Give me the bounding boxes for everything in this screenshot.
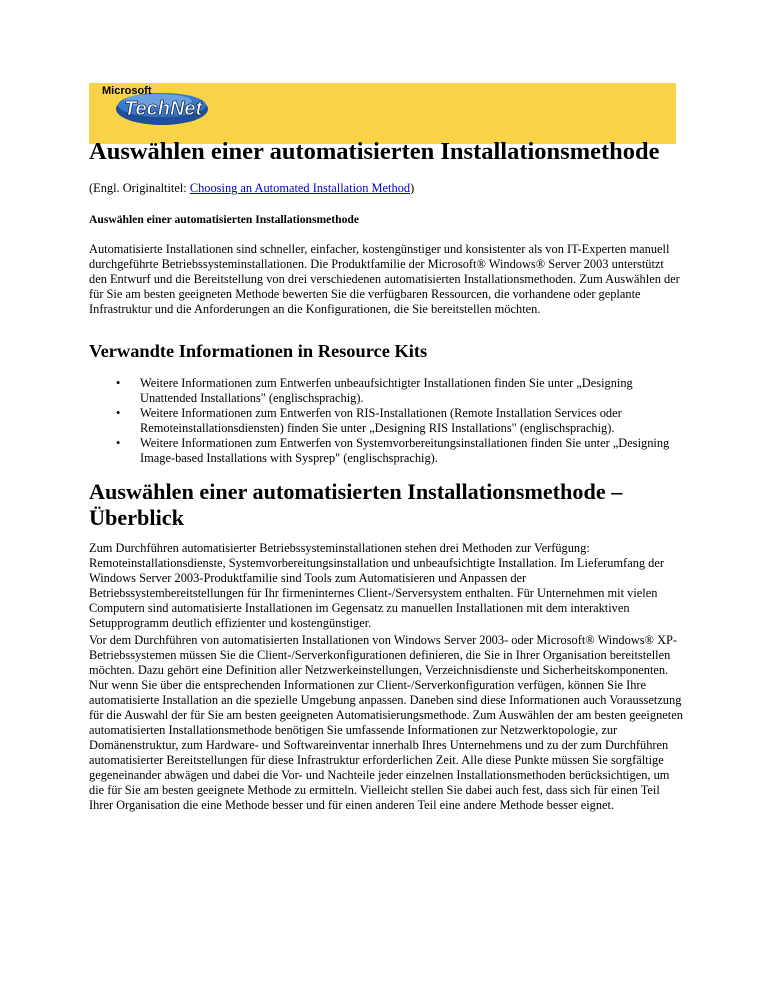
- overview-paragraph-2: Vor dem Durchführen von automatisierten Installationen von Windows Server 2003- oder Microsoft® Windows® XP-Betriebssystemen müssen Sie die Client-/Serverkonfigurationen definieren, die Sie in Ihrer Organisation bereitstellen möchten. Dazu gehört eine Definition aller Netzwerkeinstellungen, Verzeichnisdienste und Sicherheitskomponenten. Nur wenn Sie über die entsprechenden Informationen zur Client-/Serverkonfiguration verfügen, können Sie Ihre automatisierte Installation an die spezielle Umgebung anpassen. Daneben sind diese Informationen auch Voraussetzung für die Auswahl der für Sie am besten geeigneten Automatisierungsmethode. Zum Auswählen der am besten geeigneten automatisierten Installationsmethode benötigen Sie umfassende Informationen zur Netzwerktopologie, zur Domänenstruktur, zum Hardware- und Softwareinventar innerhalb Ihres Unternehmens und zu der zum Durchführen automatisierter Bereitstellungen für diese Infrastruktur erforderlichen Zeit. Alle diese Punkte müssen Sie sorgfältige gegeneinander abwägen und dabei die Vor- und Nachteile jeder einzelnen Installationsmethoden berücksichtigen, um die für Sie am besten geeignete Methode zu ermitteln. Vielleicht stellen Sie dabei auch fest, dass sich für einen Teil Ihrer Organisation die eine Methode besser und für einen anderen Teil eine andere Methode besser eignet.: [89, 633, 683, 812]
- original-title-line: [89, 181, 684, 196]
- related-list: [89, 376, 684, 466]
- logo-microsoft-text: Microsoft: [102, 85, 152, 97]
- list-item: [89, 376, 684, 406]
- overview-paragraph-1: Zum Durchführen automatisierter Betriebssysteminstallationen stehen drei Methoden zur Verfügung: Remoteinstallationsdienste, Systemvorbereitungsinstallation und unbeaufsichtigte Installation. Im Lieferumfang der Windows Server 2003-Produktfamilie sind Tools zum Automatisieren und Anpassen der Betriebssystembereitstellungen für Ihr firmeninternes Client-/Serversystem enthalten. Für Unternehmen mit vielen Computern sind automatisierte Installationen im Gegensatz zu manuellen Installationen mit dem interaktiven Setupprogramm deutlich effizienter und kostengünstiger.: [89, 541, 664, 630]
- related-item-text: Weitere Informationen zum Entwerfen von Systemvorbereitungsinstallationen finden Sie unter „Designing Image-based Installations with Sysprep" (englischsprachig).: [140, 436, 670, 465]
- related-heading: Verwandte Informationen in Resource Kits: [89, 341, 428, 361]
- original-title-prefix: (Engl. Originaltitel:: [89, 181, 190, 195]
- overview-heading: Auswählen einer automatisierten Installationsmethode – Überblick: [89, 479, 623, 530]
- technet-logo: [100, 79, 215, 131]
- intro-paragraph: Automatisierte Installationen sind schneller, einfacher, kostengünstiger und konsistenter als von IT-Experten manuell durchgeführte Betriebssysteminstallationen. Die Produktfamilie der Microsoft® Windows® Server 2003 unterstützt den Entwurf und die Bereitstellung von drei verschiedenen automatisierten Installationsmethoden. Zum Auswählen der für Sie am besten geeigneten Methode bewerten Sie die verfügbaren Ressourcen, die vorhandene oder geplante Infrastruktur und die Anforderungen an die Konfigurationen, die Sie bereitstellen möchten.: [89, 242, 680, 316]
- related-item-text: Weitere Informationen zum Entwerfen von RIS-Installationen (Remote Installation Services oder Remoteinstallationsdiensten) finden Sie unter „Designing RIS Installations" (englischsprachig).: [140, 406, 622, 435]
- bullet-icon: •: [116, 406, 121, 420]
- list-item: [89, 436, 684, 466]
- original-title-link[interactable]: Choosing an Automated Installation Method: [189, 181, 411, 195]
- page-title: Auswählen einer automatisierten Installationsmethode: [89, 138, 660, 165]
- logo-technet-text: TechNet: [124, 98, 203, 120]
- related-item-text: Weitere Informationen zum Entwerfen unbeaufsichtigter Installationen finden Sie unter „Designing Unattended Installations" (englischsprachig).: [140, 376, 633, 405]
- section-label: Auswählen einer automatisierten Installationsmethode: [89, 213, 359, 226]
- bullet-icon: •: [116, 436, 121, 450]
- bullet-icon: •: [116, 376, 121, 390]
- original-title-suffix: ): [410, 181, 415, 195]
- list-item: [89, 406, 684, 436]
